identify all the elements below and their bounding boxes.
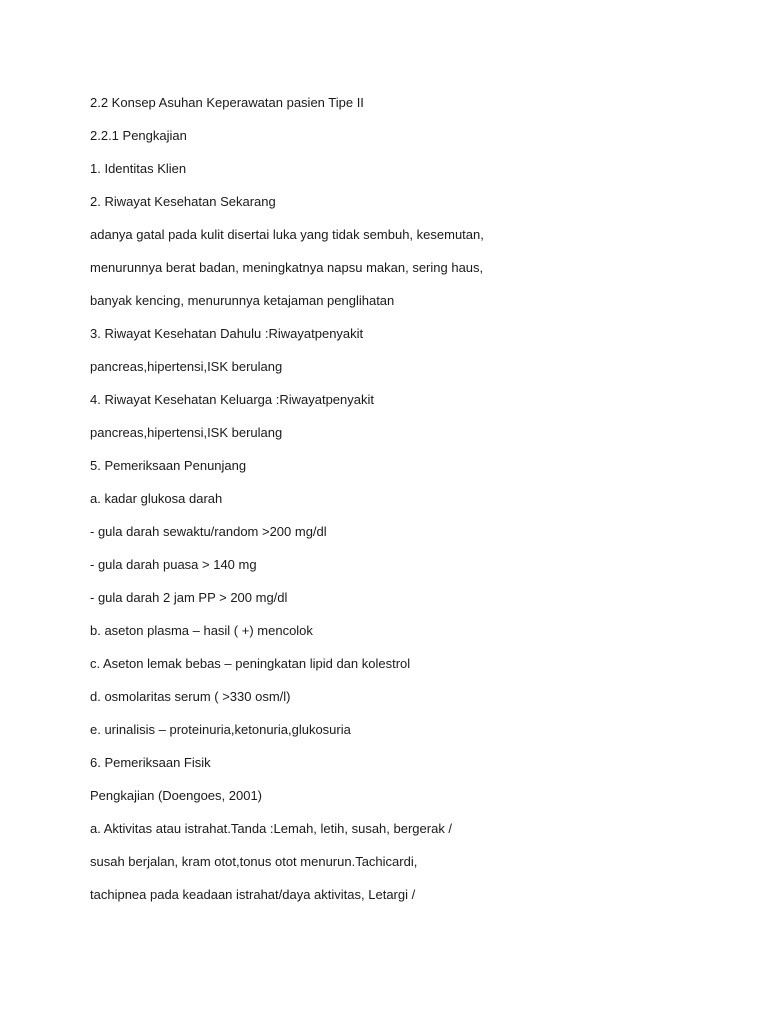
paragraph-line: adanya gatal pada kulit disertai luka yang tidak sembuh, kesemutan, bbox=[90, 227, 484, 242]
sub-list-item: c. Aseton lemak bebas – peningkatan lipid dan kolestrol bbox=[90, 656, 411, 671]
bullet-item: - gula darah puasa > 140 mg bbox=[90, 557, 257, 572]
paragraph-line: Pengkajian (Doengoes, 2001) bbox=[90, 788, 263, 803]
paragraph-line: tachipnea pada keadaan istrahat/daya aktivitas, Letargi / bbox=[90, 887, 416, 902]
paragraph-line: pancreas,hipertensi,ISK berulang bbox=[90, 359, 283, 374]
sub-list-item: d. osmolaritas serum ( >330 osm/l) bbox=[90, 689, 291, 704]
section-heading: 2.2 Konsep Asuhan Keperawatan pasien Tipe II bbox=[90, 95, 364, 110]
list-item: 4. Riwayat Kesehatan Keluarga :Riwayatpenyakit bbox=[90, 392, 374, 407]
sub-list-item: b. aseton plasma – hasil ( +) mencolok bbox=[90, 623, 313, 638]
bullet-item: - gula darah 2 jam PP > 200 mg/dl bbox=[90, 590, 288, 605]
list-item: 1. Identitas Klien bbox=[90, 161, 187, 176]
paragraph-line: menurunnya berat badan, meningkatnya napsu makan, sering haus, bbox=[90, 260, 484, 275]
sub-list-item: a. kadar glukosa darah bbox=[90, 491, 223, 506]
list-item: 2. Riwayat Kesehatan Sekarang bbox=[90, 194, 276, 209]
paragraph-line: pancreas,hipertensi,ISK berulang bbox=[90, 425, 283, 440]
list-item: 5. Pemeriksaan Penunjang bbox=[90, 458, 247, 473]
paragraph-line: susah berjalan, kram otot,tonus otot menurun.Tachicardi, bbox=[90, 854, 418, 869]
sub-list-item: e. urinalisis – proteinuria,ketonuria,glukosuria bbox=[90, 722, 351, 737]
list-item: 6. Pemeriksaan Fisik bbox=[90, 755, 211, 770]
paragraph-line: banyak kencing, menurunnya ketajaman penglihatan bbox=[90, 293, 395, 308]
subsection-heading: 2.2.1 Pengkajian bbox=[90, 128, 187, 143]
bullet-item: - gula darah sewaktu/random >200 mg/dl bbox=[90, 524, 327, 539]
sub-list-item: a. Aktivitas atau istrahat.Tanda :Lemah, letih, susah, bergerak / bbox=[90, 821, 453, 836]
list-item: 3. Riwayat Kesehatan Dahulu :Riwayatpenyakit bbox=[90, 326, 364, 341]
